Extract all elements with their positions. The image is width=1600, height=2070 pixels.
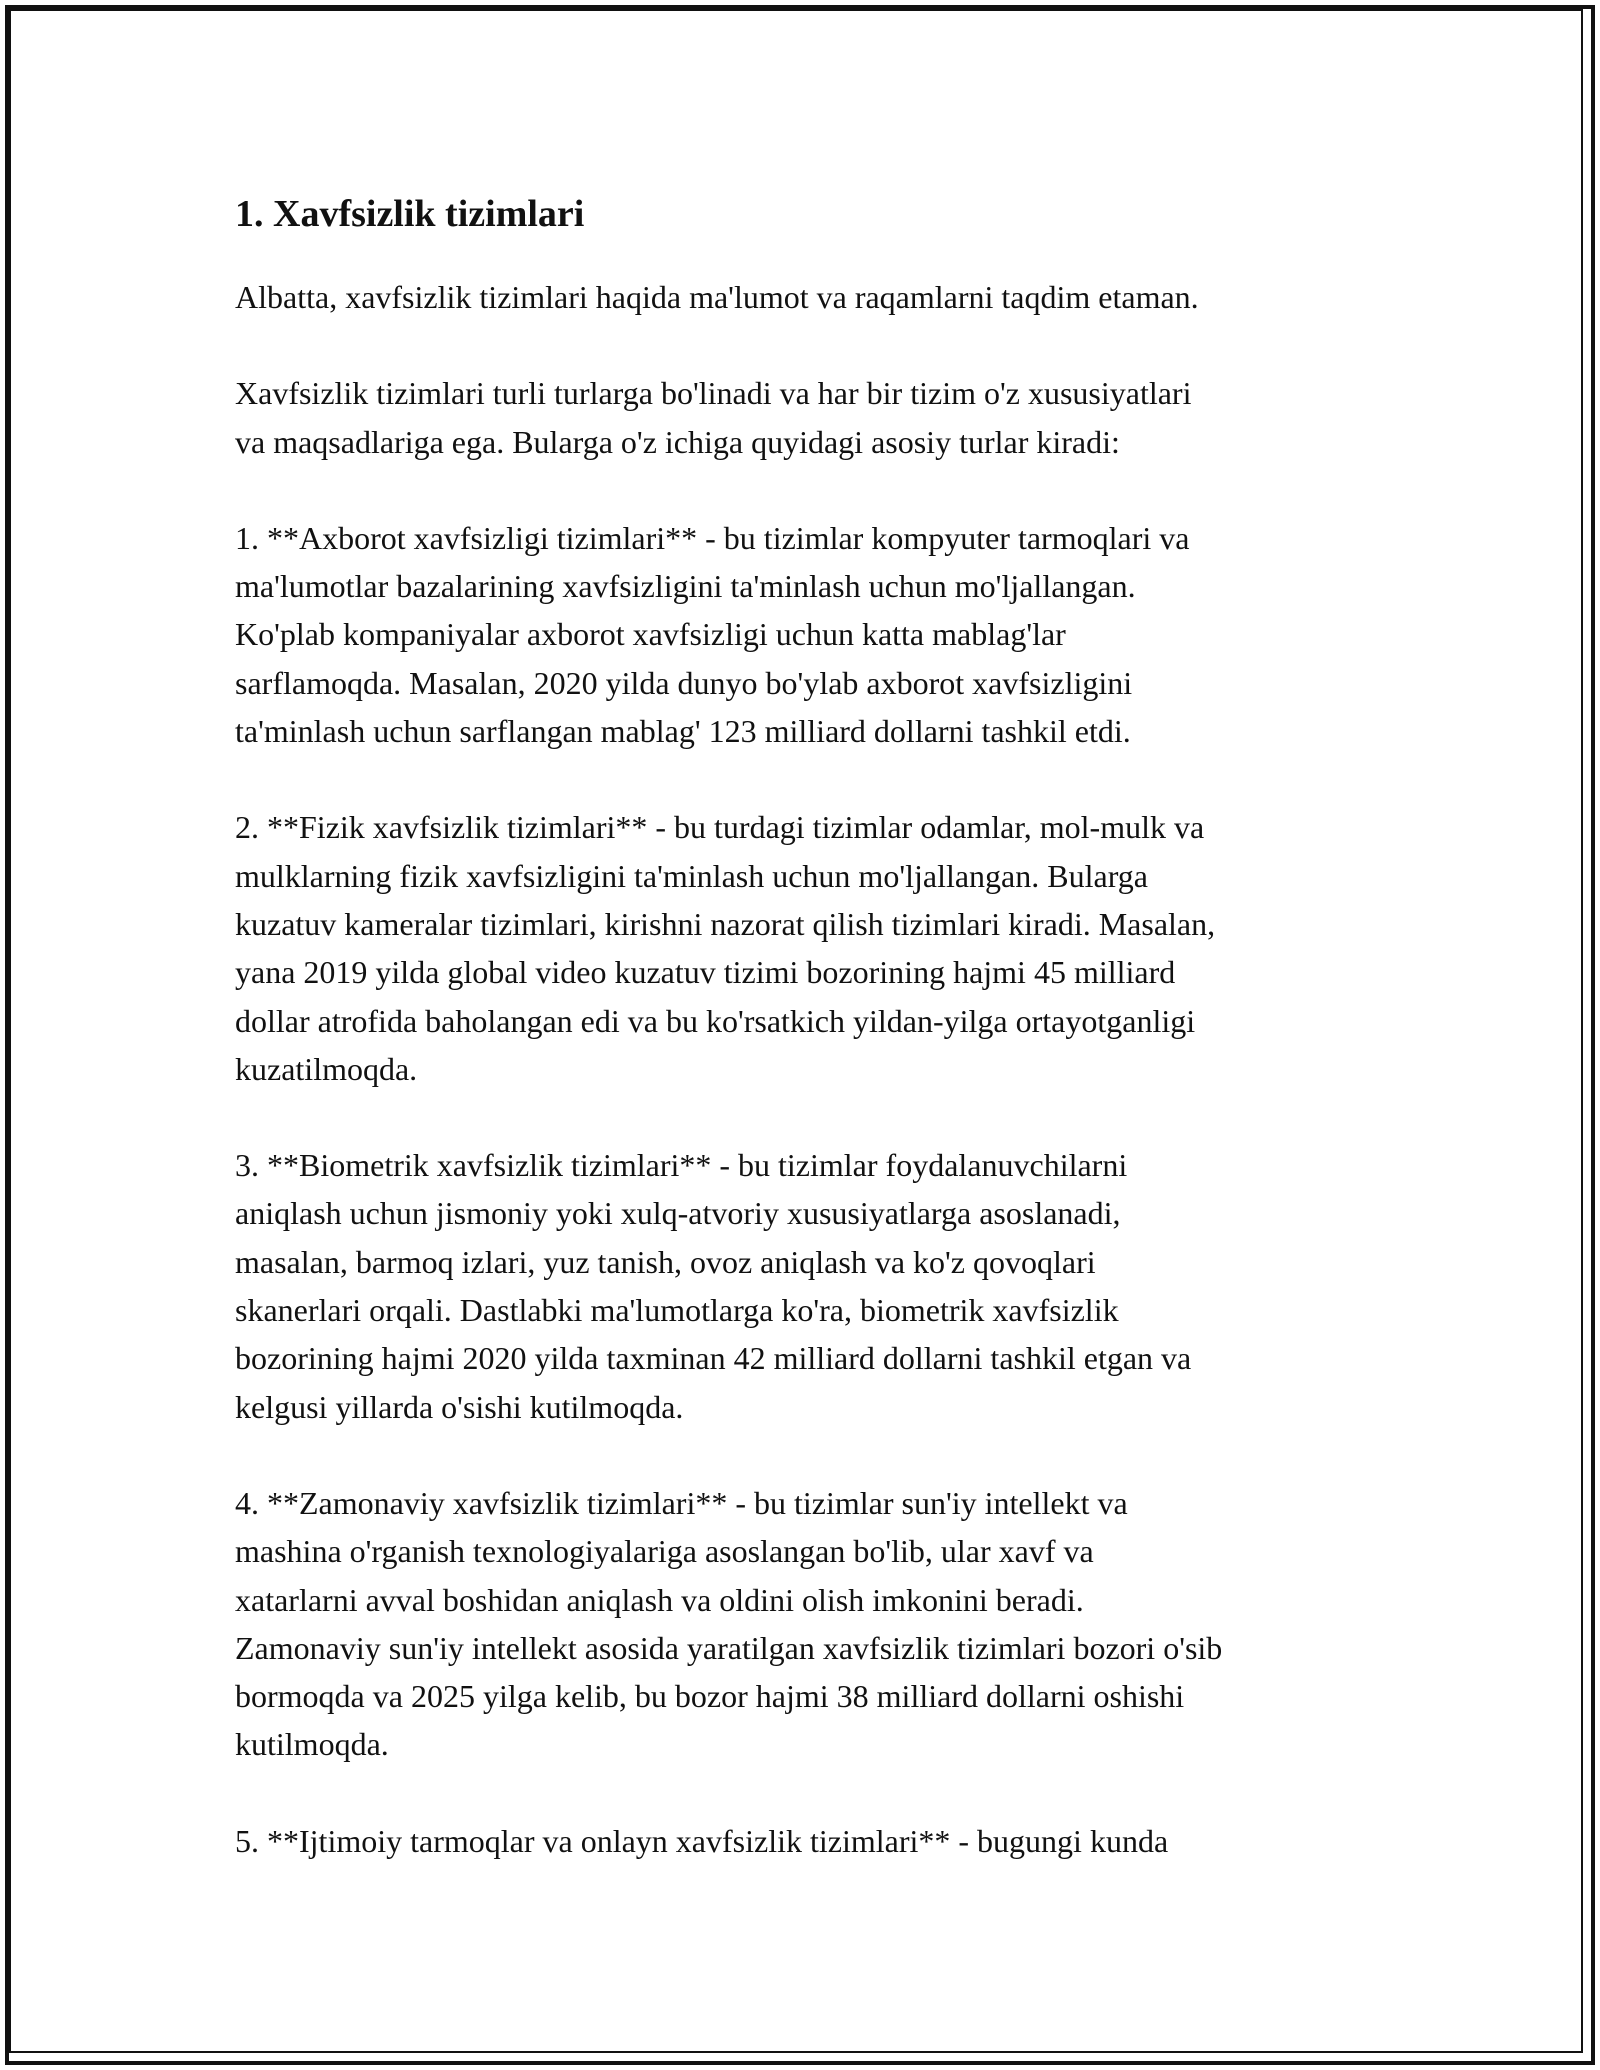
list-item-modern-security: 4. **Zamonaviy xavfsizlik tizimlari** - bu tizimlar sun'iy intellekt va mashina o'rganish texnologiyalariga asoslangan bo'lib, ular xavf va xatarlarni avval boshidan aniqlash va oldini olish imkonini beradi. Zamonaviy sun'iy intellekt asosida yaratilgan xavfsizlik tizimlari bozori o'sib bormoqda va 2025 yilga kelib, bu bozor hajmi 38 milliard dollarni oshishi kutilmoqda.: [235, 1484, 1223, 1763]
list-item-social-online-security: 5. **Ijtimoiy tarmoqlar va onlayn xavfsizlik tizimlari** - bugungi kunda: [235, 1822, 1169, 1859]
overview-paragraph: Xavfsizlik tizimlari turli turlarga bo'linadi va har bir tizim o'z xususiyatlari va maqsadlariga ega. Bularga o'z ichiga quyidagi asosiy turlar kiradi:: [235, 375, 1192, 460]
list-item-information-security: 1. **Axborot xavfsizligi tizimlari** - bu tizimlar kompyuter tarmoqlari va ma'lumotlar bazalarining xavfsizligini ta'minlash uchun mo'ljallangan. Ko'plab kompaniyalar axborot xavfsizligi uchun katta mablag'lar sarflamoqda. Masalan, 2020 yilda dunyo bo'ylab axborot xavfsizligini ta'minlash uchun sarflangan mablag' 123 milliard dollarni tashkil etdi.: [235, 519, 1190, 750]
document-title: 1. Xavfsizlik tizimlari: [235, 193, 585, 235]
list-item-biometric-security: 3. **Biometrik xavfsizlik tizimlari** - bu tizimlar foydalanuvchilarni aniqlash uchun jismoniy yoki xulq-atvoriy xususiyatlarga asoslanadi, masalan, barmoq izlari, yuz tanish, ovoz aniqlash va ko'z qovoqlari skanerlari orqali. Dastlabki ma'lumotlarga ko'ra, biometrik xavfsizlik bozorining hajmi 2020 yilda taxminan 42 milliard dollarni tashkil etgan va kelgusi yillarda o'sishi kutilmoqda.: [235, 1147, 1192, 1425]
list-item-physical-security: 2. **Fizik xavfsizlik tizimlari** - bu turdagi tizimlar odamlar, mol-mulk va mulklarning fizik xavfsizligini ta'minlash uchun mo'ljallangan. Bularga kuzatuv kameralar tizimlari, kirishni nazorat qilish tizimlari kiradi. Masalan, yana 2019 yilda global video kuzatuv tizimi bozorining hajmi 45 milliard dollar atrofida baholangan edi va bu ko'rsatkich yildan-yilga ortayotganligi kuzatilmoqda.: [235, 809, 1216, 1087]
intro-paragraph: Albatta, xavfsizlik tizimlari haqida ma'lumot va raqamlarni taqdim etaman.: [235, 279, 1199, 315]
document-body: [235, 185, 1385, 1913]
